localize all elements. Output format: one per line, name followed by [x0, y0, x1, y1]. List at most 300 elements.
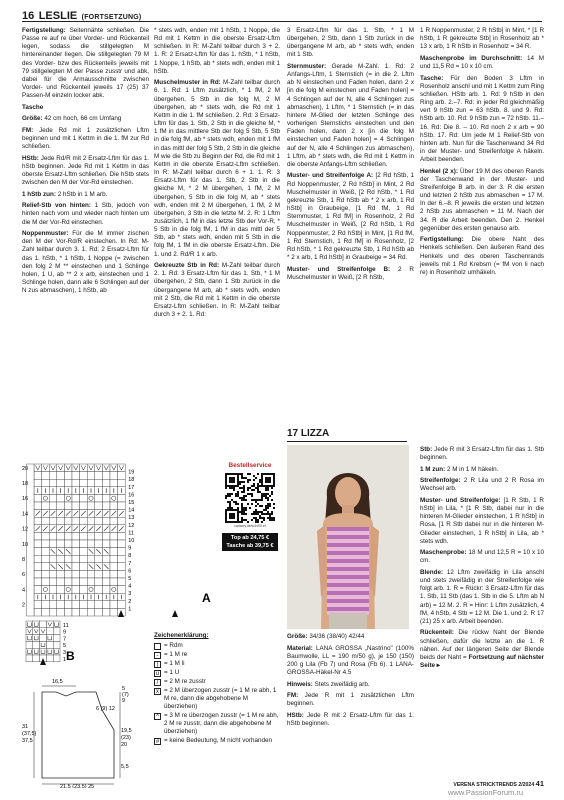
- legend-symbol-icon: -: [154, 652, 161, 659]
- row-number: 8: [128, 553, 132, 560]
- chart-cell: [42, 608, 50, 616]
- heading: HStb:: [22, 154, 39, 162]
- order-service: [222, 462, 278, 582]
- heading: Henkel (2 x):: [420, 167, 458, 175]
- row-number: 16: [22, 496, 29, 503]
- chart-cell: [95, 479, 103, 487]
- chart-cell: [95, 555, 103, 563]
- chart-cell: [118, 540, 126, 548]
- chart-cell: [34, 608, 42, 616]
- chart-cell: [33, 655, 40, 662]
- dim-right: 6 (9) 12: [96, 706, 115, 712]
- chart-cell: [95, 494, 103, 502]
- chart-cell: [72, 479, 80, 487]
- paragraph: 18 M und 12,5 R = 10 x 10 cm.: [420, 549, 545, 565]
- chart-cell: [57, 601, 65, 609]
- chart-cell: [95, 532, 103, 540]
- paragraph: 14 M und 11,5 Rd = 10 x 10 cm.: [420, 54, 545, 71]
- chart-cell: [49, 586, 57, 594]
- chart-cell: [42, 502, 50, 510]
- chart-cell: [95, 578, 103, 586]
- garment-schematic: [22, 670, 134, 788]
- chart-cell: [80, 608, 88, 616]
- chart-cell: [42, 578, 50, 586]
- chart-cell: [46, 641, 53, 648]
- chart-cell: [49, 472, 57, 480]
- chart-cell: [57, 578, 65, 586]
- chart-cell: [34, 601, 42, 609]
- chart-cell: [64, 555, 72, 563]
- chart-cell: [80, 517, 88, 525]
- heading: Material:: [287, 644, 313, 652]
- chart-cell: [26, 621, 33, 628]
- paragraph: Stets zweifädig arb.: [314, 680, 370, 688]
- row-number: 10: [22, 541, 29, 548]
- chart-cell: [53, 655, 60, 662]
- chart-cell: [49, 494, 57, 502]
- chart-cell: [72, 494, 80, 502]
- chart-cell: [118, 555, 126, 563]
- chart-cell: [118, 472, 126, 480]
- heading: Muschelmuster in Rd:: [154, 79, 221, 87]
- row-number: 17: [128, 484, 135, 491]
- paragraph: * stets wdh, enden mit 1 hStb, 1 Noppe, die Rd mit 1 Kettm in die oberste Ersatz-Lftm schließen. In R: M-Zahl teilbar durch 3 + 2. 1. R: 2 Ersatz-Lftm für das 1. hStb, * 1 hStb, 1 Noppe, 1 hStb, ab * stets wdh, enden mit 1 hStb.: [154, 27, 280, 75]
- chart-cell: [64, 540, 72, 548]
- chart-cell: [42, 563, 50, 571]
- pattern-number: 17: [287, 428, 299, 439]
- legend-title: Zeichenerklärung:: [154, 632, 209, 639]
- chart-cell: [72, 570, 80, 578]
- chart-cell: [34, 502, 42, 510]
- paragraph: 34/36 (38/40) 42/44: [309, 633, 365, 640]
- chart-cell: [72, 548, 80, 556]
- legend-item: [154, 678, 282, 686]
- chart-cell: [95, 540, 103, 548]
- chart-cell: [110, 494, 118, 502]
- chart-cell: [34, 586, 42, 594]
- chart-cell: [72, 540, 80, 548]
- chart-cell: [102, 570, 110, 578]
- legend-text: = 1 M re: [164, 651, 188, 658]
- chart-cell: [80, 479, 88, 487]
- paragraph: 2 R Muschelmuster in Weiß, [2 R hStb,: [287, 265, 414, 281]
- legend-item: [154, 669, 282, 677]
- chart-cell: [46, 635, 53, 642]
- paragraph: 42 cm hoch, 66 cm Umfang: [44, 115, 122, 123]
- chart-cell: [64, 601, 72, 609]
- chart-cell: [118, 502, 126, 510]
- chart-a-row-numbers-right: [128, 470, 134, 613]
- chart-cell: [42, 532, 50, 540]
- chart-cell: [118, 578, 126, 586]
- paragraph: 12 Lftm zweifädig in Lila anschl und stets zweifädig in der Streifenfolge wie folgt arb. 1. R = Rückr: 3 Ersatz-Lftm für das 1. Stb, 11 Stb (das 1. Stb in die 5. Lftm ab N arb) = 12 M. 2. R = Hinr: 1 Lftm zusätzlich, 4 fM, 4 hStb, 4 Stb = 12 M. Die 1. und 2. R 17 (21) 25 x arb. Arbeit beenden.: [420, 568, 544, 625]
- chart-cell: [64, 494, 72, 502]
- chart-cell: [95, 586, 103, 594]
- dim-left: 31: [22, 724, 29, 730]
- paragraph: Gerade M-Zahl. 1. Rd: 2 Anfangs-Lftm, 1 Sternstich (= in die 2. Lftm ab N einstechen und Faden holen, dann 2 x [in die folg M einstechen und Faden holen] = 4 Schlingen auf der N, alle 4 Schlingen zus abmaschen), 1 Lftm, * 1 Sternstich (= in das hintere M-Glied der letzten Schlinge des vorherigen Sternstichs einstechen und den Faden holen, dann 2 x [in die folg M einstechen und Faden holen] = 4 Schlingen auf der N, alle 4 Schlingen zus abmaschen), 1 Lftm, ab * stets wdh, die Rd mit 1 Kettm in die oberste Anfangs-Lftm schließen.: [287, 63, 415, 168]
- chart-cell: [80, 502, 88, 510]
- row-number: 15: [128, 500, 135, 506]
- chart-b-grid: [26, 621, 60, 662]
- row-number: 5: [63, 643, 67, 650]
- chart-cell: [80, 563, 88, 571]
- section-heading: Tasche: [22, 103, 44, 111]
- watermark: www.PassionForum.ru: [448, 788, 524, 797]
- chart-cell: [40, 641, 47, 648]
- text-column-5: [287, 633, 414, 732]
- knitting-chart-a: [22, 460, 212, 620]
- row-number: 4: [128, 583, 132, 590]
- chart-cell: [110, 578, 118, 586]
- chart-cell: [80, 570, 88, 578]
- chart-cell: [80, 601, 88, 609]
- chart-cell: [118, 494, 126, 502]
- chart-cell: [87, 578, 95, 586]
- heading: Stb:: [420, 446, 433, 453]
- heading: Muster- und Streifenfolge:: [420, 496, 501, 504]
- heading: FM:: [22, 126, 34, 134]
- legend-item: [154, 687, 282, 711]
- paragraph: 2 M in 1 M häkeln.: [446, 465, 499, 473]
- legend-item: [154, 651, 282, 659]
- chart-cell: [110, 608, 118, 616]
- chart-cell: [57, 586, 65, 594]
- legend-text: = 1 M li: [164, 660, 185, 667]
- chart-cell: [87, 479, 95, 487]
- legend-text: = 1 U: [164, 669, 180, 676]
- chart-cell: [33, 641, 40, 648]
- chart-cell: [26, 648, 33, 655]
- row-number: 11: [128, 530, 134, 537]
- chart-cell: [57, 532, 65, 540]
- chart-cell: [57, 570, 65, 578]
- text-column-4: [420, 27, 544, 280]
- chart-cell: [87, 555, 95, 563]
- chart-cell: [72, 578, 80, 586]
- chart-cell: [95, 472, 103, 480]
- chart-cell: [33, 648, 40, 655]
- chart-cell: [49, 608, 57, 616]
- legend-symbol-icon: /: [154, 679, 161, 686]
- chart-cell: [34, 570, 42, 578]
- qr-code-icon[interactable]: [225, 473, 275, 523]
- arrow-up-icon: [172, 610, 178, 617]
- heading: Tasche:: [420, 74, 444, 82]
- chart-cell: [49, 532, 57, 540]
- section-heading-17: [287, 428, 407, 442]
- dim-right: (7): [122, 692, 129, 698]
- model-photo: [287, 445, 409, 629]
- chart-cell: [102, 608, 110, 616]
- chart-cell: [110, 472, 118, 480]
- chart-cell: [80, 548, 88, 556]
- chart-cell: [42, 586, 50, 594]
- chart-cell: [49, 555, 57, 563]
- row-number: 11: [63, 622, 69, 629]
- heading: FM:: [287, 692, 299, 700]
- legend-item: [154, 660, 282, 668]
- chart-cell: [64, 578, 72, 586]
- chart-cell: [72, 472, 80, 480]
- text-column-6: [420, 446, 544, 674]
- row-number: 13: [128, 515, 135, 522]
- row-number: 16: [128, 492, 135, 499]
- chart-cell: [118, 570, 126, 578]
- row-number: 14: [22, 511, 29, 518]
- row-number: 12: [128, 522, 135, 529]
- chart-cell: [72, 517, 80, 525]
- chart-cell: [87, 608, 95, 616]
- chart-cell: [33, 635, 40, 642]
- chart-cell: [40, 648, 47, 655]
- chart-cell: [64, 608, 72, 616]
- legend-text: = keine Bedeutung, M nicht vorhanden: [164, 737, 272, 744]
- paragraph: Über 19 M des oberen Rands der Taschenwand in der Muster- und Streifenfolge B arb. in der 3. R die ersten und letzten 2 hStb zus abmaschen = 17 M. In der 6.–8. R jeweils die ersten und letzten 2 hStb zus abmaschen = 11 M. Nach der 34. R die Arbeit beenden. Den 2. Henkel gegenüber des ersten genauso arb.: [420, 167, 545, 232]
- dim-right: 5: [122, 686, 126, 692]
- chart-cell: [118, 548, 126, 556]
- chart-cell: [57, 540, 65, 548]
- legend-symbol-icon: [154, 643, 161, 650]
- chart-cell: [57, 494, 65, 502]
- chart-cell: [110, 570, 118, 578]
- chart-cell: [87, 517, 95, 525]
- heading: Streifenfolge:: [420, 477, 461, 485]
- chart-cell: [42, 555, 50, 563]
- heading: Relief-Stb von hinten:: [22, 202, 91, 210]
- chart-cell: [34, 555, 42, 563]
- heading: Gekreuzte Stb in Rd:: [154, 262, 220, 270]
- legend-text: = 2 M überzogen zusstr (= 1 M re abh, 1 M re, dann die abgehobene M überziehen): [164, 687, 277, 710]
- chart-cell: [118, 479, 126, 487]
- chart-cell: [102, 540, 110, 548]
- legend-text: = 2 M re zusstr: [164, 678, 206, 685]
- row-number: 7: [128, 560, 132, 567]
- dim-left: (37,5): [22, 731, 37, 737]
- chart-cell: [102, 555, 110, 563]
- chart-cell: [110, 601, 118, 609]
- chart-cell: [80, 532, 88, 540]
- chart-cell: [46, 628, 53, 635]
- chart-cell: [49, 570, 57, 578]
- chart-cell: [118, 532, 126, 540]
- chart-cell: [72, 555, 80, 563]
- chart-cell: [34, 472, 42, 480]
- legend-item: [154, 712, 282, 736]
- chart-cell: [87, 586, 95, 594]
- legend-text: = 3 M re überzogen zusstr (= 1 M re abh, 2 M re zusstr, dann die abgehobene M überziehen): [164, 712, 279, 735]
- chart-cell: [72, 601, 80, 609]
- chart-cell: [42, 494, 50, 502]
- continue-note[interactable]: Fortsetzung auf nächster Seite ▸: [420, 653, 544, 670]
- pattern-name: LESLIE: [38, 10, 78, 22]
- chart-cell: [49, 601, 57, 609]
- chart-cell: [34, 540, 42, 548]
- row-number: 10: [128, 538, 135, 544]
- row-number: 9: [128, 545, 132, 552]
- row-number: 6: [22, 572, 26, 579]
- chart-cell: [57, 517, 65, 525]
- row-number: 6: [128, 568, 132, 575]
- heading: 1 M zun:: [420, 465, 446, 473]
- chart-cell: [53, 621, 60, 628]
- chart-cell: [72, 532, 80, 540]
- chart-cell: [110, 548, 118, 556]
- row-number: 9: [63, 629, 67, 636]
- chart-cell: [49, 517, 57, 525]
- chart-cell: [110, 586, 118, 594]
- chart-cell: [53, 648, 60, 655]
- magazine-name: VERENA STRICKTRENDS 2/2024: [453, 782, 535, 788]
- row-number: 5: [128, 576, 132, 582]
- chart-cell: [102, 502, 110, 510]
- paragraph: Die obere Naht des Henkels schließen. Den äußeren Rand des Henkels und des oberen Taschenrands jeweils mit 1 Rd Krebsm (= fM von li nach re) in Rosenholz umhäkeln.: [420, 236, 544, 276]
- chart-cell: [34, 563, 42, 571]
- chart-cell: [33, 621, 40, 628]
- pattern-number: 16: [22, 10, 35, 22]
- chart-cell: [87, 601, 95, 609]
- chart-cell: [118, 586, 126, 594]
- chart-cell: [57, 479, 65, 487]
- chart-cell: [46, 648, 53, 655]
- paragraph: Für den Boden 3 Lftm in Rosenholz anschl und mit 1 Kettm zum Ring schließen. HStb arb. 1. Rd: 9 hStb in den Ring arb. 2.–7. Rd: in jeder Rd gleichmäßig vert 9 hStb zun = 63 hStb. 8. und 9. Rd: hStb arb. 10. Rd: 9 hStb zun = 72 hStb. 11.–16. Rd: Die 8. – 10. Rd noch 2 x arb = 90 hStb. 17. Rd: Um jede M 1 Relief-Stb von hinten arb. Nun für die Taschenwand 34 Rd in der Muster- und Streifenfolge A häkeln. Arbeit beenden.: [420, 74, 545, 164]
- chart-cell: [34, 578, 42, 586]
- chart-cell: [53, 628, 60, 635]
- chart-cell: [49, 540, 57, 548]
- legend-symbol-icon: #: [155, 738, 160, 745]
- paragraph: 2 hStb in 1 M arb.: [57, 190, 108, 198]
- paragraph: Jede R mit 1 zusätzlichen Lftm beginnen.: [287, 692, 414, 708]
- row-number: 1: [63, 656, 67, 663]
- heading: Hinweis:: [287, 680, 313, 688]
- row-number: 2: [22, 602, 26, 609]
- chart-cell: [53, 641, 60, 648]
- row-number: 20: [22, 465, 29, 472]
- row-number: 19: [128, 469, 135, 476]
- dim-right: 19,5: [121, 728, 132, 734]
- service-url[interactable]: carlacry.de/s/4400-ef: [234, 524, 266, 528]
- chart-a-grid: [26, 464, 125, 616]
- paragraph: Jede R mit 2 Ersatz-Lftm für das 1. hStb beginnen.: [287, 711, 414, 727]
- chart-cell: [42, 479, 50, 487]
- paragraph: Seitennähte schließen. Die Passe re auf re über Vorder- und Rückenteil legen, sodass die stillgelegten M hintereinander liegen. Die stillgelegten 79 M des Vorder- bzw des Rückenteils jeweils mit 79 stillgelegten M der Passe zusstr und abk, dabei für die Armausschnitte zwischen Vorder- und Rückenteil jeweils 17 (25) 37 Passen-M einzeln locker abk.: [22, 27, 150, 100]
- text-column-2: [154, 27, 280, 323]
- chart-cell: [80, 540, 88, 548]
- row-number: 7: [63, 636, 67, 643]
- legend-item: [154, 737, 282, 745]
- chart-cell: [87, 494, 95, 502]
- chart-cell: [102, 578, 110, 586]
- row-number: 14: [128, 507, 135, 514]
- chart-cell: [26, 641, 33, 648]
- chart-cell: [102, 601, 110, 609]
- chart-cell: [64, 532, 72, 540]
- chart-cell: [34, 517, 42, 525]
- chart-cell: [34, 479, 42, 487]
- row-number: 12: [22, 526, 29, 533]
- chart-cell: [34, 532, 42, 540]
- chart-cell: [42, 540, 50, 548]
- row-number: 4: [22, 587, 26, 594]
- text-column-3: [287, 27, 414, 285]
- dim-right: 9: [122, 698, 126, 704]
- heading: Fertigstellung:: [420, 236, 464, 244]
- heading: Blende:: [420, 568, 444, 576]
- chart-cell: [95, 570, 103, 578]
- chart-cell: [72, 586, 80, 594]
- row-number: 3: [63, 650, 67, 656]
- chart-cell: [87, 570, 95, 578]
- page-number: 41: [535, 779, 544, 788]
- pattern-name: LIZZA: [300, 428, 330, 439]
- dim-bottom: 21,5 (23,5) 25: [60, 784, 95, 788]
- row-number: 18: [128, 477, 135, 484]
- chart-cell: [64, 517, 72, 525]
- heading: Noppenmuster:: [22, 230, 69, 238]
- chart-cell: [87, 540, 95, 548]
- row-number: 18: [22, 481, 29, 487]
- chart-cell: [95, 517, 103, 525]
- chart-cell: [80, 555, 88, 563]
- chart-cell: [102, 494, 110, 502]
- chart-cell: [95, 601, 103, 609]
- chart-cell: [72, 608, 80, 616]
- chart-cell: [118, 563, 126, 571]
- price-bag: Tasche ab 39,75 €: [226, 543, 274, 549]
- row-number: 1: [128, 606, 132, 613]
- chart-cell: [34, 548, 42, 556]
- paragraph: Jede R mit 3 Ersatz-Lftm für das 1. Stb beginnen.: [420, 446, 544, 462]
- chart-cell: [110, 479, 118, 487]
- chart-cell: [64, 570, 72, 578]
- paragraph: 2 R Lila und 2 R Rosa im Wechsel arb.: [420, 477, 545, 493]
- chart-cell: [64, 502, 72, 510]
- chart-cell: [118, 601, 126, 609]
- chart-cell: [110, 517, 118, 525]
- service-title: Bestellservice: [228, 462, 272, 469]
- chart-cell: [118, 517, 126, 525]
- heading: HStb:: [287, 711, 304, 719]
- paragraph: 1 R Noppenmuster, 2 R hStb] in Mint, * [1 R hStb, 1 R gekreuzte Stb] in Rosenholz ab * 13 x arb, 1 R hStb in Rosenholz = 34 R.: [420, 27, 544, 51]
- chart-cell: [57, 502, 65, 510]
- chart-cell: [95, 502, 103, 510]
- heading: Größe:: [22, 115, 43, 123]
- text-column-1: [22, 27, 149, 299]
- chart-cell: [40, 621, 47, 628]
- chart-cell: [42, 472, 50, 480]
- chart-b-label: B: [66, 649, 75, 663]
- chart-cell: [49, 502, 57, 510]
- chart-cell: [42, 601, 50, 609]
- chart-a-label: A: [202, 591, 211, 605]
- paragraph: [2 Rd hStb, 1 Rd Noppenmuster, 2 Rd hStb] in Mint, 2 Rd Muschelmuster in Weiß, [2 Rd hStb, * 1 Rd gekreuzte Stb, 1 Rd hStb ab * 2 x arb, 1 Rd hStb] in Graubeige, [1 Rd fM, 1 Rd Sternmuster, 1 Rd fM] in Rosenholz, 2 Rd Muschelmuster in Weiß, [2 Rd hStb, 1 Rd Noppenmuster, 2 Rd hStb] in Mint, [1 Rd fM, 1 Rd Sternstich, 1 Rd fM] in Rosenholz, [2 Rd hStb, * 1 Rd gekreuzte Stb, 1 Rd hStb ab * 2 x arb, 1 Rd hStb] in Graubeige = 34 Rd.: [287, 172, 414, 261]
- chart-cell: [80, 578, 88, 586]
- chart-cell: [102, 472, 110, 480]
- chart-cell: [40, 635, 47, 642]
- chart-cell: [57, 472, 65, 480]
- heading: Maschenprobe im Durchschnitt:: [420, 54, 523, 62]
- chart-cell: [26, 635, 33, 642]
- chart-cell: [80, 586, 88, 594]
- paragraph: Jede Rd/R mit 2 Ersatz-Lftm für das 1. hStb beginnen. Jede Rd mit 1 Kettm in das oberste Ersatz-Lftm schließen. Die hStb stets zwischen den M der Vor-Rd einstechen.: [22, 154, 149, 187]
- paragraph: Für die M immer zischen den M der Vor-Rd/R einstechen. In Rd: M-Zahl teilbar durch 3. 1. Rd: 2 Ersatz-Lftm für das 1. hStb, * 1 hStb, 1 Noppe (= zwischen den folg 2 M ** einstechen und 1 Schlinge holen, 1 U, ab ** 2 x arb, einstechen und 1 Schlinge holen, dann alle 6 Schlingen auf der N zus abmaschen), 1 hStb, ab: [22, 230, 150, 295]
- heading: Maschenprobe:: [420, 549, 467, 557]
- paragraph: 3 Ersatz-Lftm für das 1. Stb, * 1 M übergehen, 2 Stb, dann 1 Stb zurück in die übergangene M arb, ab * stets wdh, enden mit 1 Stb.: [287, 27, 414, 59]
- chart-cell: [72, 563, 80, 571]
- legend-symbol-icon: |: [154, 661, 161, 668]
- legend-symbol-icon: ^: [154, 713, 161, 720]
- heading: Rückenteil:: [420, 629, 454, 637]
- chart-cell: [102, 479, 110, 487]
